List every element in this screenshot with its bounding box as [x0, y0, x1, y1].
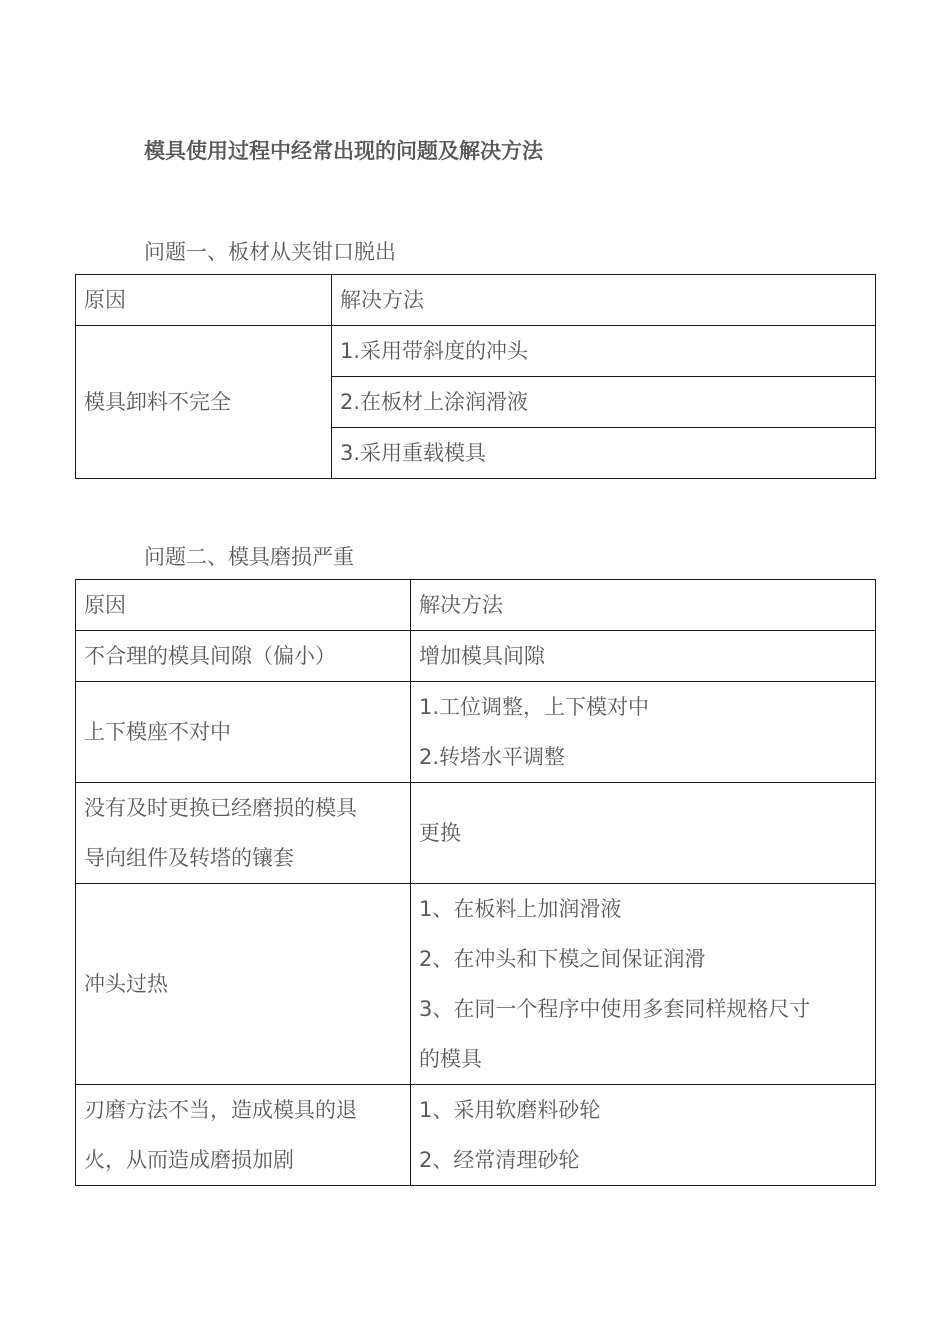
solution-line: 1、采用软磨料砂轮 — [419, 1098, 601, 1122]
solution-line: 2、在冲头和下模之间保证润滑 — [419, 947, 706, 971]
cause-cell: 冲头过热 — [76, 884, 411, 1085]
solution-cell — [411, 884, 876, 1085]
solution-cell: 更换 — [411, 783, 876, 884]
cause-cell — [76, 1085, 411, 1186]
cause-cell: 不合理的模具间隙（偏小） — [76, 631, 411, 682]
solution-line: 2、经常清理砂轮 — [419, 1148, 580, 1172]
cause-line: 没有及时更换已经磨损的模具 — [84, 796, 357, 820]
header-cause: 原因 — [76, 580, 411, 631]
cause-cell — [76, 783, 411, 884]
document-title: 模具使用过程中经常出现的问题及解决方法 — [144, 139, 543, 163]
solution-line: 1、在板料上加润滑液 — [419, 897, 622, 921]
solution-cell: 2.在板材上涂润滑液 — [332, 377, 876, 428]
table-row — [76, 326, 876, 377]
solution-line: 的模具 — [419, 1047, 482, 1071]
solution-cell — [411, 682, 876, 783]
table-row — [76, 682, 876, 783]
cause-cell: 模具卸料不完全 — [76, 326, 332, 479]
section1-heading: 问题一、板材从夹钳口脱出 — [144, 240, 396, 264]
cause-line: 刃磨方法不当，造成模具的退 — [84, 1098, 357, 1122]
header-solution: 解决方法 — [411, 580, 876, 631]
section2-heading: 问题二、模具磨损严重 — [144, 545, 354, 569]
table-row — [76, 783, 876, 884]
table-header-row — [76, 580, 876, 631]
table-row — [76, 884, 876, 1085]
solution-cell: 1.采用带斜度的冲头 — [332, 326, 876, 377]
solution-line: 1.工位调整，上下模对中 — [419, 695, 650, 719]
cause-cell: 上下模座不对中 — [76, 682, 411, 783]
solution-cell — [411, 1085, 876, 1186]
solution-line: 3、在同一个程序中使用多套同样规格尺寸 — [419, 997, 811, 1021]
header-cause: 原因 — [76, 275, 332, 326]
solution-cell: 3.采用重载模具 — [332, 428, 876, 479]
solution-cell: 增加模具间隙 — [411, 631, 876, 682]
section2-table — [75, 579, 876, 1186]
table-row — [76, 1085, 876, 1186]
header-solution: 解决方法 — [332, 275, 876, 326]
cause-line: 火，从而造成磨损加剧 — [84, 1148, 294, 1172]
table-header-row — [76, 275, 876, 326]
cause-line: 导向组件及转塔的镶套 — [84, 846, 294, 870]
section1-table — [75, 274, 876, 479]
table-row — [76, 631, 876, 682]
solution-line: 2.转塔水平调整 — [419, 745, 566, 769]
